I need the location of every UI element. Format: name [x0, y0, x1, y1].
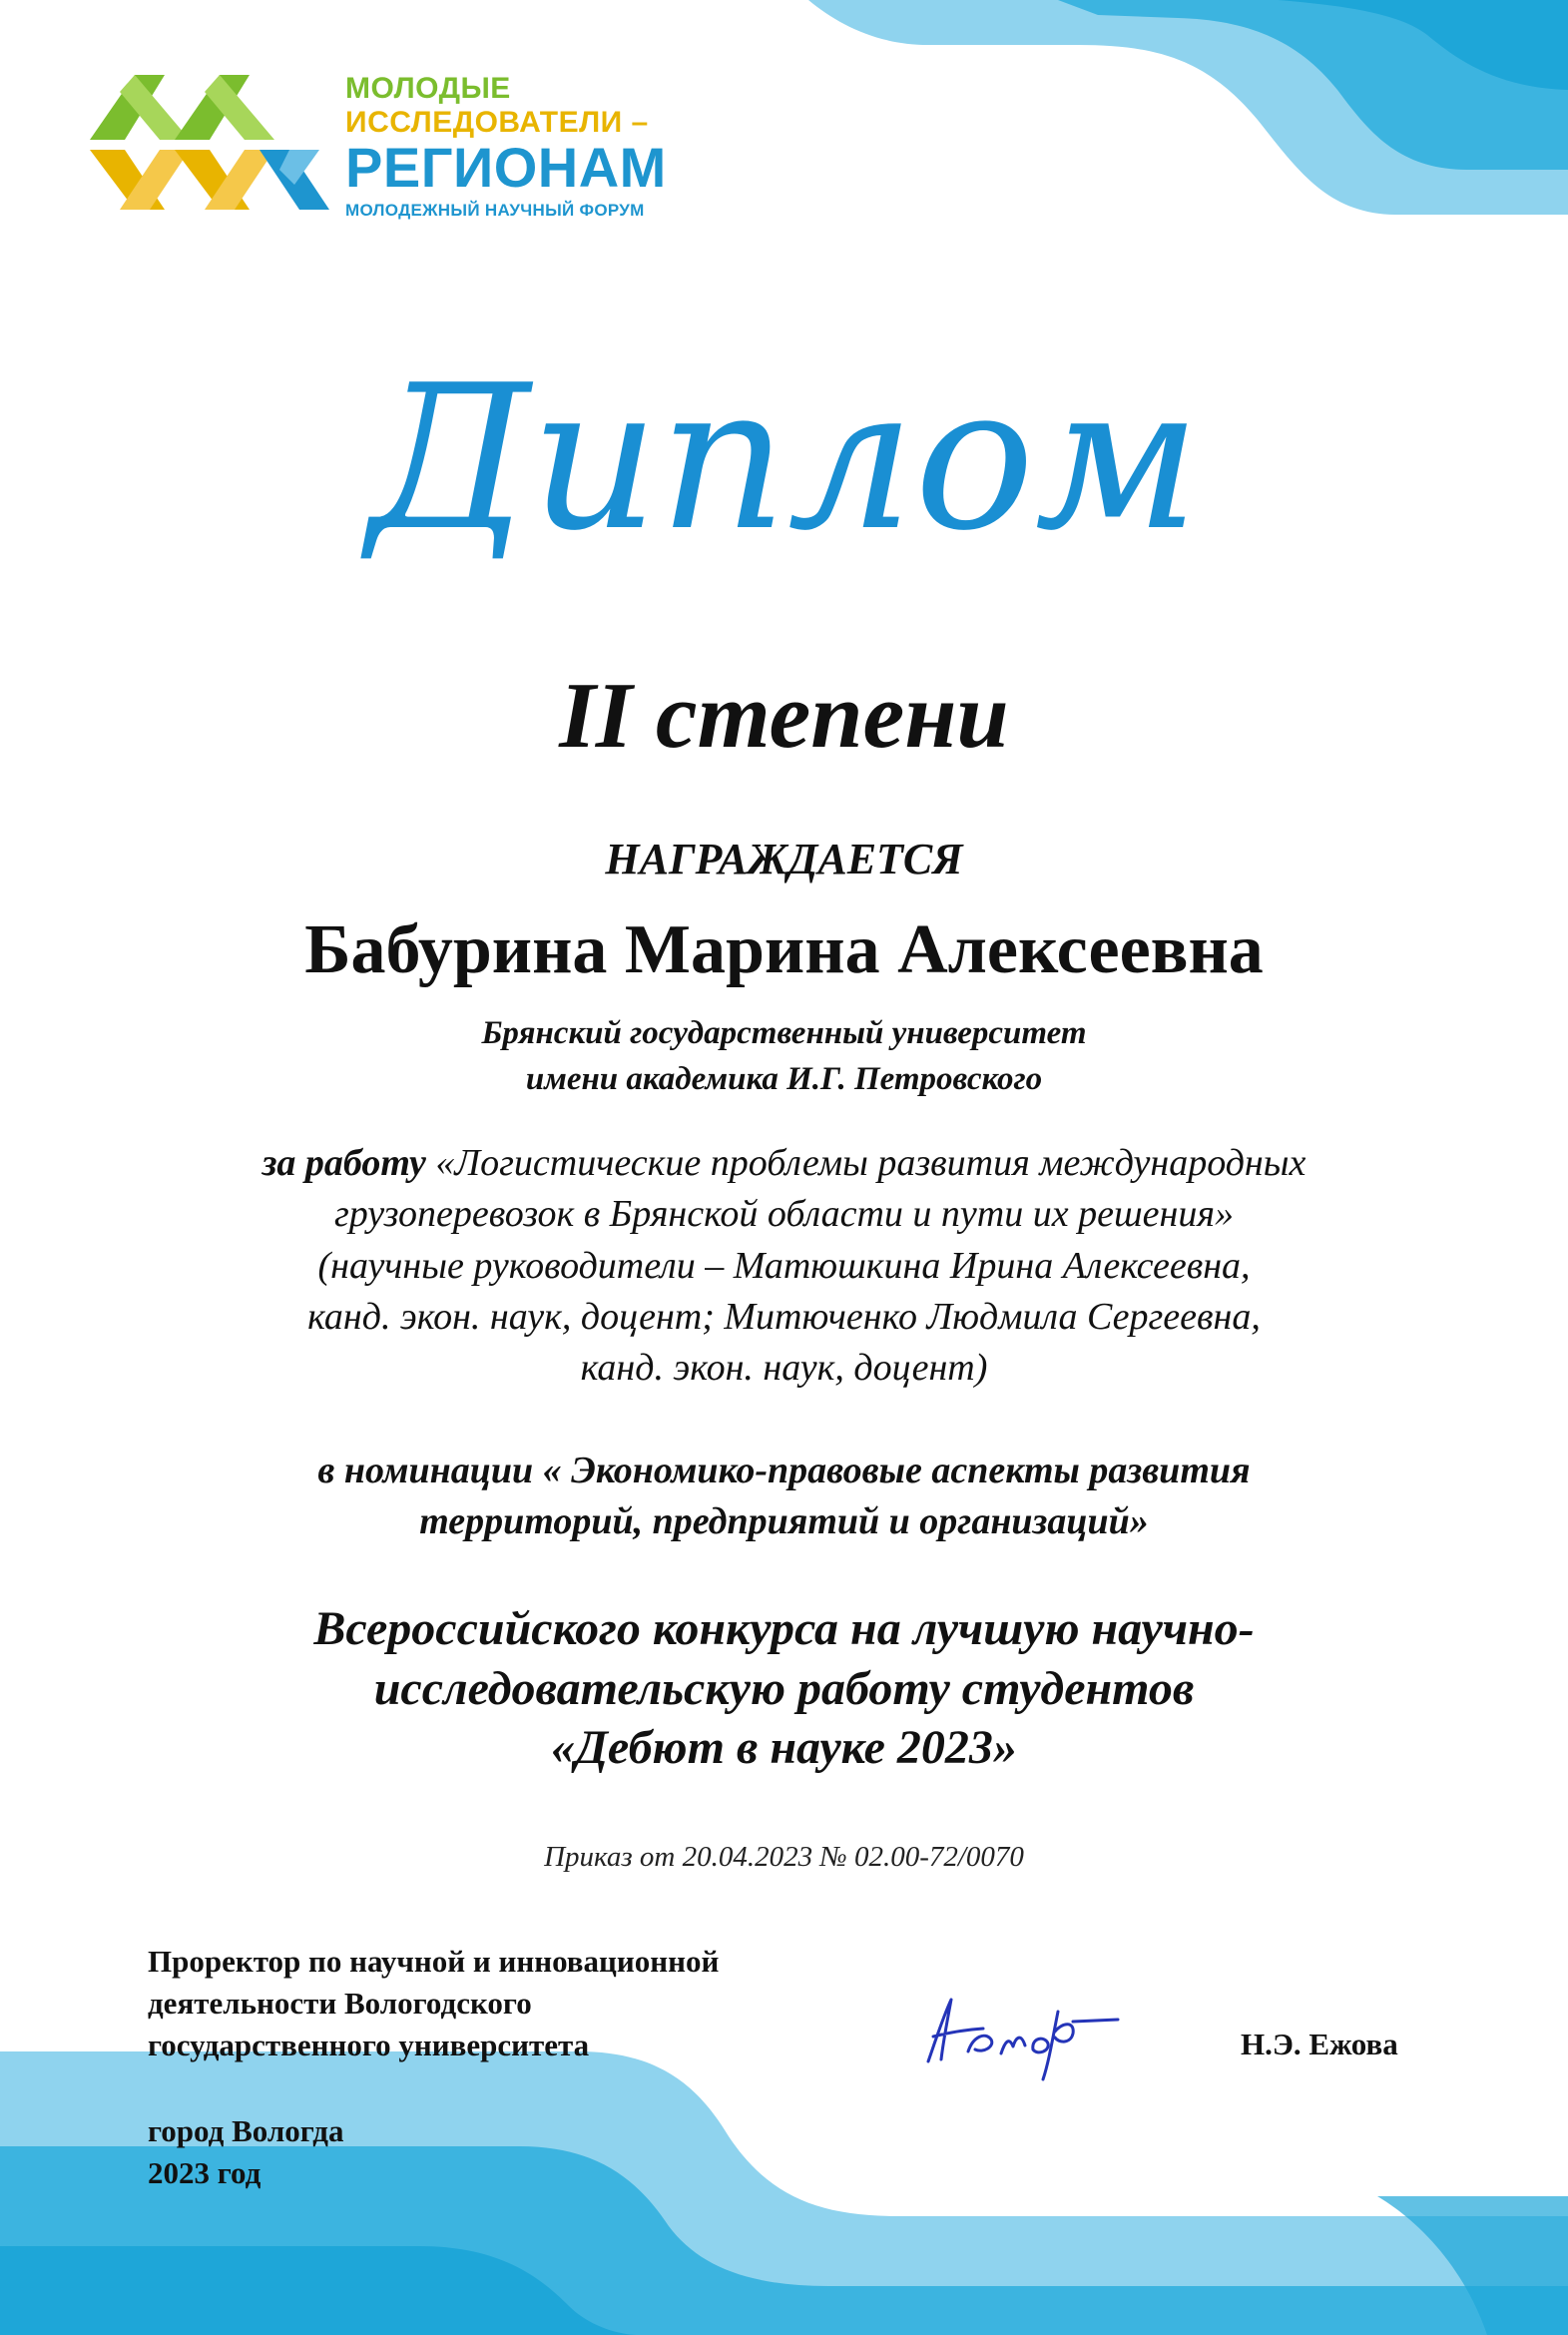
order-reference: Приказ от 20.04.2023 № 02.00-72/0070: [544, 1841, 1024, 1873]
contest-name: [130, 1599, 1438, 1778]
nomination: [130, 1446, 1438, 1546]
contest-line-1: Всероссийского конкурса на лучшую научно-: [313, 1602, 1255, 1655]
nomination-line-2: территорий, предприятий и организаций»: [419, 1499, 1149, 1542]
work-line-3: (научные руководители – Матюшкина Ирина Алексеевна,: [317, 1244, 1251, 1287]
issue-place: [148, 2110, 343, 2194]
diploma-degree: II степени: [559, 664, 1009, 768]
diploma-title: Диплом: [367, 342, 1201, 575]
work-line-1: «Логистические проблемы развития международных: [435, 1142, 1307, 1184]
contest-line-2: исследовательскую работу студентов: [373, 1661, 1195, 1715]
signer-position: [148, 1941, 719, 2066]
year: 2023 год: [148, 2154, 261, 2190]
recipient-name: Бабурина Марина Алексеевна: [304, 911, 1264, 988]
city: город Вологда: [148, 2113, 344, 2148]
logo-line-4: МОЛОДЕЖНЫЙ НАУЧНЫЙ ФОРУМ: [345, 201, 645, 220]
signer-name: Н.Э. Ежова: [1241, 2027, 1398, 2061]
signer-line-1: Проректор по научной и инновационной: [148, 1944, 720, 1979]
forum-logo-text: [345, 74, 667, 219]
signature-icon: [913, 1982, 1123, 2081]
work-line-4: канд. экон. наук, доцент; Митюченко Людмила Сергеевна,: [307, 1295, 1261, 1338]
logo-line-2: ИССЛЕДОВАТЕЛИ –: [345, 106, 649, 139]
work-line-5: канд. экон. наук, доцент): [580, 1347, 988, 1390]
university-line-2: имени академика И.Г. Петровского: [525, 1060, 1043, 1097]
logo-line-3: РЕГИОНАМ: [345, 136, 667, 199]
work-line-2: грузоперевозок в Брянской области и пути их решения»: [333, 1193, 1235, 1236]
awarded-label: НАГРАЖДАЕТСЯ: [605, 835, 963, 883]
university-line-1: Брянский государственный университет: [481, 1015, 1087, 1051]
nomination-line-1: в номинации « Экономико-правовые аспекты развития: [317, 1450, 1251, 1491]
signer-line-3: государственного университета: [148, 2027, 590, 2062]
work-description: [130, 1138, 1438, 1394]
forum-logo-icon: [80, 70, 339, 220]
logo-line-1: МОЛОДЫЕ: [345, 72, 511, 105]
university: [0, 1011, 1568, 1102]
work-label: за работу: [261, 1142, 426, 1184]
contest-line-3: «Дебют в науке 2023»: [551, 1721, 1017, 1775]
signer-line-2: деятельности Вологодского: [148, 1985, 532, 2021]
